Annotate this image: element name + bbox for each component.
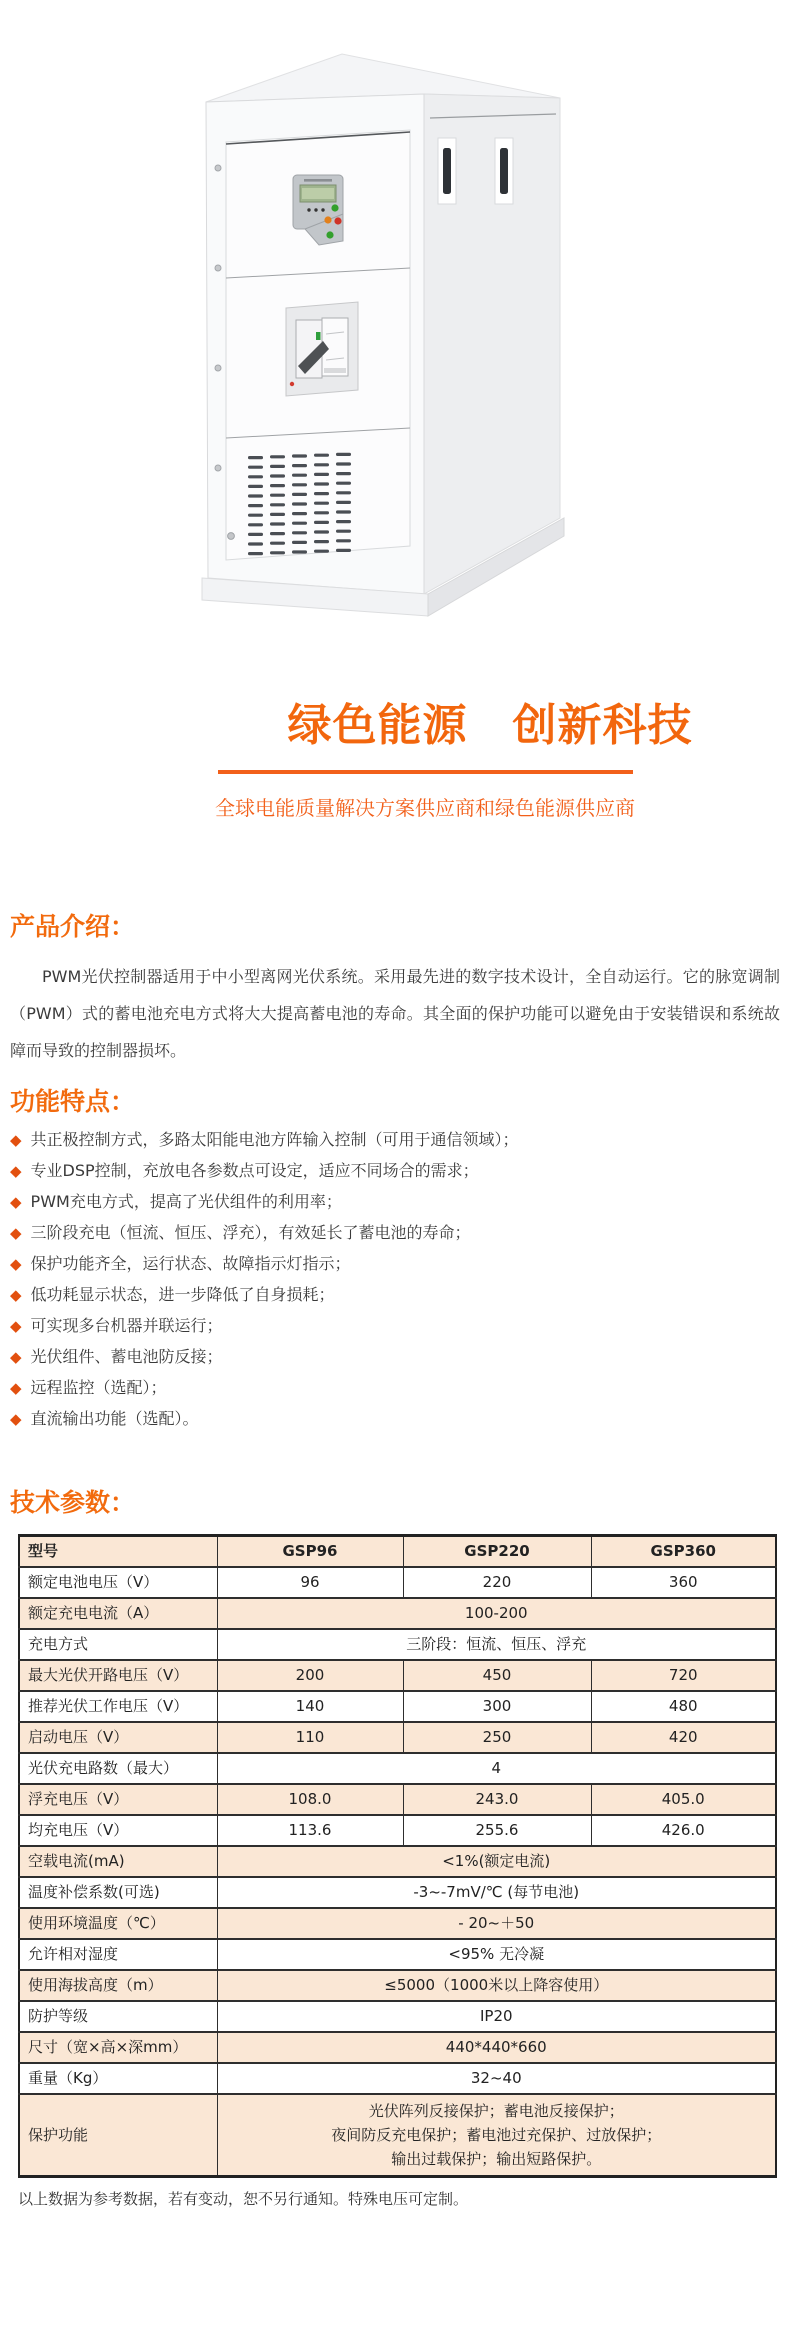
vent-slat (336, 520, 351, 523)
vent-slat (270, 542, 285, 545)
cabinet-illustration (128, 38, 578, 618)
feature-text: 低功耗显示状态，进一步降低了自身损耗； (30, 1285, 335, 1304)
vent-slat (336, 462, 351, 465)
table-row (19, 1598, 776, 1629)
feature-item (10, 1129, 790, 1151)
vent-slat (292, 550, 307, 553)
vent-slat (292, 493, 307, 496)
vent-slat (270, 484, 285, 487)
spec-label: 空载电流(mA) (19, 1846, 217, 1877)
feature-item (10, 1408, 790, 1430)
panel-dot (321, 208, 324, 211)
table-row (19, 1815, 776, 1846)
spec-value-span: <1%(额定电流) (217, 1846, 776, 1877)
table-row (19, 1877, 776, 1908)
page-title: 绿色能源 创新科技 (287, 700, 693, 751)
diamond-bullet-icon: ◆ (10, 1348, 22, 1366)
spec-label: 保护功能 (19, 2094, 217, 2177)
vent-slat (292, 512, 307, 515)
vent-slat (336, 491, 351, 494)
red-button (334, 217, 341, 224)
diamond-bullet-icon: ◆ (10, 1255, 22, 1273)
vent-slat (292, 502, 307, 505)
vent-slat (314, 521, 329, 524)
vent-slat (314, 530, 329, 533)
section-heading-features: 功能特点： (10, 1087, 136, 1116)
protection-line: 夜间防反充电保护；蓄电池过充保护、过放保护； (331, 2126, 662, 2144)
table-row (19, 2032, 776, 2063)
table-row (19, 1846, 776, 1877)
vent-slat (270, 513, 285, 516)
specs-table-head (19, 1536, 776, 1568)
vent-slat (248, 523, 263, 526)
title-divider (218, 770, 633, 774)
vent-slat (292, 531, 307, 534)
vent-slat (336, 549, 351, 552)
vent-slat (292, 464, 307, 467)
vent-slat (314, 473, 329, 476)
vent-slat (270, 474, 285, 477)
table-row (19, 1567, 776, 1598)
vent-slat (248, 552, 263, 555)
spec-value: 250 (403, 1722, 591, 1753)
diamond-bullet-icon: ◆ (10, 1224, 22, 1242)
section-specs (0, 1486, 790, 2210)
vent-slat (248, 542, 263, 545)
table-row (19, 2094, 776, 2177)
spec-value: 426.0 (591, 1815, 776, 1846)
diamond-bullet-icon: ◆ (10, 1193, 22, 1211)
feature-item (10, 1346, 790, 1368)
specs-table-body (19, 1567, 776, 2177)
vent-slat (292, 522, 307, 525)
vent-slat (270, 532, 285, 535)
green-button (326, 231, 333, 238)
spec-value-span: 三阶段：恒流、恒压、浮充 (217, 1629, 776, 1660)
spec-label: 重量（Kg） (19, 2063, 217, 2094)
green-button (331, 204, 338, 211)
protection-line: 光伏阵列反接保护；蓄电池反接保护； (368, 2102, 624, 2120)
spec-label: 充电方式 (19, 1629, 217, 1660)
vent-slat (314, 511, 329, 514)
vent-slat (336, 472, 351, 475)
diamond-bullet-icon: ◆ (10, 1286, 22, 1304)
spec-label: 最大光伏开路电压（V） (19, 1660, 217, 1691)
vent-slat (270, 503, 285, 506)
vent-slat (314, 454, 329, 457)
vent-slat (336, 510, 351, 513)
vent-slat (270, 455, 285, 458)
spec-value-span: 100-200 (217, 1598, 776, 1629)
table-row (19, 1629, 776, 1660)
protection-line: 输出过载保护；输出短路保护。 (391, 2150, 602, 2168)
feature-text: 远程监控（选配）； (30, 1378, 167, 1397)
vent-slat (314, 492, 329, 495)
table-row (19, 1784, 776, 1815)
spec-label: 尺寸（宽×高×深mm） (19, 2032, 217, 2063)
spec-label: 允许相对湿度 (19, 1939, 217, 1970)
spec-value: 405.0 (591, 1784, 776, 1815)
spec-value: 96 (217, 1567, 403, 1598)
diamond-bullet-icon: ◆ (10, 1410, 22, 1428)
vent-slat (248, 466, 263, 469)
feature-text: 三阶段充电（恒流、恒压、浮充），有效延长了蓄电池的寿命； (30, 1223, 471, 1242)
orange-button (324, 216, 331, 223)
spec-label: 光伏充电路数（最大） (19, 1753, 217, 1784)
page-subtitle: 全球电能质量解决方案供应商和绿色能源供应商 (215, 796, 635, 820)
vent-slat (292, 483, 307, 486)
spec-value-span: - 20~＋50 (217, 1908, 776, 1939)
vent-slat (336, 539, 351, 542)
spec-label: 使用海拔高度（m） (19, 1970, 217, 2001)
vent-slat (292, 541, 307, 544)
cabinet-top-face (206, 54, 560, 102)
diamond-bullet-icon: ◆ (10, 1379, 22, 1397)
feature-text: 共正极控制方式，多路太阳能电池方阵输入控制（可用于通信领域）； (30, 1130, 519, 1149)
feature-item (10, 1222, 790, 1244)
diamond-bullet-icon: ◆ (10, 1131, 22, 1149)
vent-slat (248, 485, 263, 488)
spec-label: 温度补偿系数(可选) (19, 1877, 217, 1908)
spec-col-header: 型号 (19, 1536, 217, 1568)
vent-slat (336, 501, 351, 504)
vent-slat (270, 465, 285, 468)
spec-label: 使用环境温度（℃） (19, 1908, 217, 1939)
intro-paragraph: PWM光伏控制器适用于中小型离网光伏系统。采用最先进的数字技术设计，全自动运行。它的脉宽调制（PWM）式的蓄电池充电方式将大大提高蓄电池的寿命。其全面的保护功能可以避免由于安装错误和系统故障而导致的控制器损坏。 (10, 967, 780, 1060)
feature-text: 可实现多台机器并联运行； (30, 1316, 223, 1335)
vent-slat (292, 454, 307, 457)
section-features (0, 1085, 790, 1430)
spec-value: 450 (403, 1660, 591, 1691)
spec-value-span: 4 (217, 1753, 776, 1784)
spec-label: 推荐光伏工作电压（V） (19, 1691, 217, 1722)
spec-label: 防护等级 (19, 2001, 217, 2032)
spec-value: 360 (591, 1567, 776, 1598)
vent-slat (314, 502, 329, 505)
vent-slat (336, 530, 351, 533)
screw-icon (215, 465, 221, 471)
vent-slat (314, 463, 329, 466)
spec-label: 额定电池电压（V） (19, 1567, 217, 1598)
section-heading-specs: 技术参数： (10, 1488, 136, 1517)
vent-slat (248, 456, 263, 459)
spec-value: 220 (403, 1567, 591, 1598)
table-row (19, 1660, 776, 1691)
vent-slat (270, 522, 285, 525)
spec-value: 200 (217, 1660, 403, 1691)
spec-value: 110 (217, 1722, 403, 1753)
feature-item (10, 1315, 790, 1337)
lcd-inner (302, 188, 334, 199)
spec-value: 720 (591, 1660, 776, 1691)
table-row (19, 1691, 776, 1722)
spec-value-span: 440*440*660 (217, 2032, 776, 2063)
specs-footnote: 以上数据为参考数据，若有变动，恕不另行通知。特殊电压可定制。 (18, 2190, 469, 2208)
spec-value-span: ≤5000（1000米以上降容使用） (217, 1970, 776, 2001)
spec-col-header: GSP96 (217, 1536, 403, 1568)
specs-header-row (19, 1536, 776, 1568)
door-lock (228, 533, 235, 540)
vent-slat (336, 482, 351, 485)
vent-slat (314, 482, 329, 485)
table-row (19, 2001, 776, 2032)
spec-label: 启动电压（V） (19, 1722, 217, 1753)
circuit-breaker (286, 302, 358, 396)
spec-value: 140 (217, 1691, 403, 1722)
spec-value: 108.0 (217, 1784, 403, 1815)
spec-col-header: GSP360 (591, 1536, 776, 1568)
table-row (19, 1753, 776, 1784)
spec-value-span: <95% 无冷凝 (217, 1939, 776, 1970)
vent-slat (248, 514, 263, 517)
specs-table (18, 1534, 777, 2178)
diamond-bullet-icon: ◆ (10, 1162, 22, 1180)
spec-value-span (217, 2094, 776, 2177)
feature-list (0, 1129, 790, 1430)
screw-icon (215, 165, 221, 171)
table-row (19, 1939, 776, 1970)
spec-value: 300 (403, 1691, 591, 1722)
section-intro (0, 910, 790, 1069)
table-row (19, 2063, 776, 2094)
feature-text: 保护功能齐全，运行状态、故障指示灯指示； (30, 1254, 351, 1273)
feature-item (10, 1284, 790, 1306)
vent-slat (292, 474, 307, 477)
spec-col-header: GSP220 (403, 1536, 591, 1568)
product-detail-page (0, 38, 790, 2210)
spec-value-span: -3~-7mV/℃ (每节电池) (217, 1877, 776, 1908)
spec-value-span: 32~40 (217, 2063, 776, 2094)
vent-slat (314, 540, 329, 543)
feature-text: PWM充电方式，提高了光伏组件的利用率； (30, 1192, 342, 1211)
screw-icon (215, 265, 221, 271)
feature-item (10, 1160, 790, 1182)
diamond-bullet-icon: ◆ (10, 1317, 22, 1335)
spec-label: 浮充电压（V） (19, 1784, 217, 1815)
feature-text: 直流输出功能（选配）。 (30, 1409, 199, 1428)
vent-slat (336, 453, 351, 456)
table-row (19, 1908, 776, 1939)
screw-icon (215, 365, 221, 371)
feature-text: 专业DSP控制，充放电各参数点可设定，适应不同场合的需求； (30, 1161, 479, 1180)
vent-slat (248, 533, 263, 536)
breaker-indicator (316, 332, 321, 340)
feature-item (10, 1191, 790, 1213)
panel-title-strip (304, 179, 332, 182)
spec-value: 480 (591, 1691, 776, 1722)
vent-slat (270, 551, 285, 554)
spec-label: 额定充电电流（A） (19, 1598, 217, 1629)
spec-value: 255.6 (403, 1815, 591, 1846)
spec-value: 243.0 (403, 1784, 591, 1815)
table-row (19, 1722, 776, 1753)
vent-slat (314, 550, 329, 553)
panel-dot (307, 208, 310, 211)
table-row (19, 1970, 776, 2001)
spec-value: 113.6 (217, 1815, 403, 1846)
panel-dot (314, 208, 317, 211)
vent-slat (248, 475, 263, 478)
feature-item (10, 1377, 790, 1399)
vent-slat (248, 494, 263, 497)
spec-label: 均充电压（V） (19, 1815, 217, 1846)
spec-value: 420 (591, 1722, 776, 1753)
vent-slat (270, 494, 285, 497)
feature-text: 光伏组件、蓄电池防反接； (30, 1347, 223, 1366)
breaker-led (290, 382, 294, 386)
section-heading-intro: 产品介绍： (10, 912, 136, 941)
spec-value-span: IP20 (217, 2001, 776, 2032)
feature-item (10, 1253, 790, 1275)
product-image (128, 38, 578, 618)
vent-slat (248, 504, 263, 507)
